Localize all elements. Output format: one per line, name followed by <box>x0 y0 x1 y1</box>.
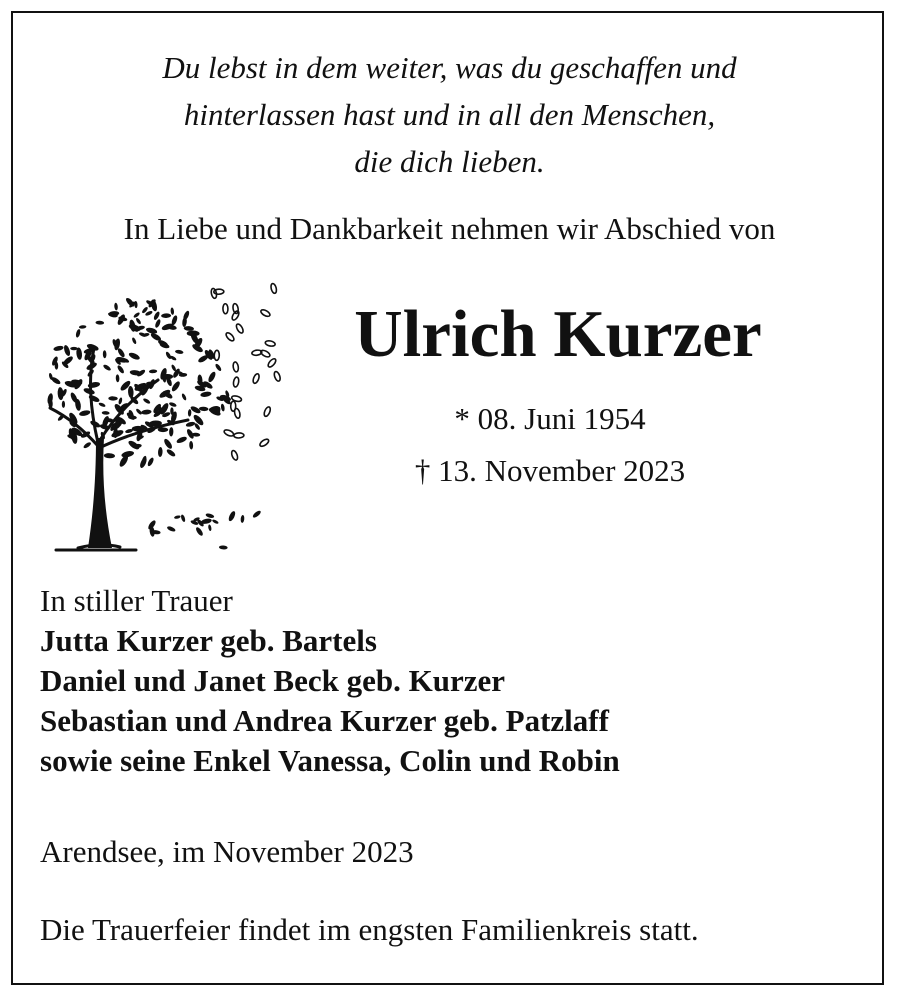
poem-line: hinterlassen hast und in all den Menschen, <box>183 97 716 132</box>
deceased-name: Ulrich Kurzer <box>354 297 762 371</box>
poem-line: die dich lieben. <box>354 144 545 179</box>
family-member-line: sowie seine Enkel Vanessa, Colin und Robin <box>40 743 620 778</box>
memorial-poem <box>0 44 899 185</box>
farewell-intro: In Liebe und Dankbarkeit nehmen wir Abschied von <box>123 211 776 246</box>
family-member-line: Daniel und Janet Beck geb. Kurzer <box>40 663 505 698</box>
place-and-date: Arendsee, im November 2023 <box>40 834 414 869</box>
mourners-block <box>40 581 620 781</box>
birth-date: * 08. Juni 1954 <box>454 401 646 436</box>
life-dates <box>360 393 740 497</box>
funeral-note: Die Trauerfeier findet im engsten Familienkreis statt. <box>40 912 699 947</box>
poem-line: Du lebst in dem weiter, was du geschaffen und <box>162 50 737 85</box>
family-member-line: Sebastian und Andrea Kurzer geb. Patzlaff <box>40 703 609 738</box>
mourning-heading: In stiller Trauer <box>40 583 233 618</box>
death-date: † 13. November 2023 <box>414 453 686 488</box>
family-member-line: Jutta Kurzer geb. Bartels <box>40 623 377 658</box>
windblown-tree-icon <box>38 268 288 558</box>
